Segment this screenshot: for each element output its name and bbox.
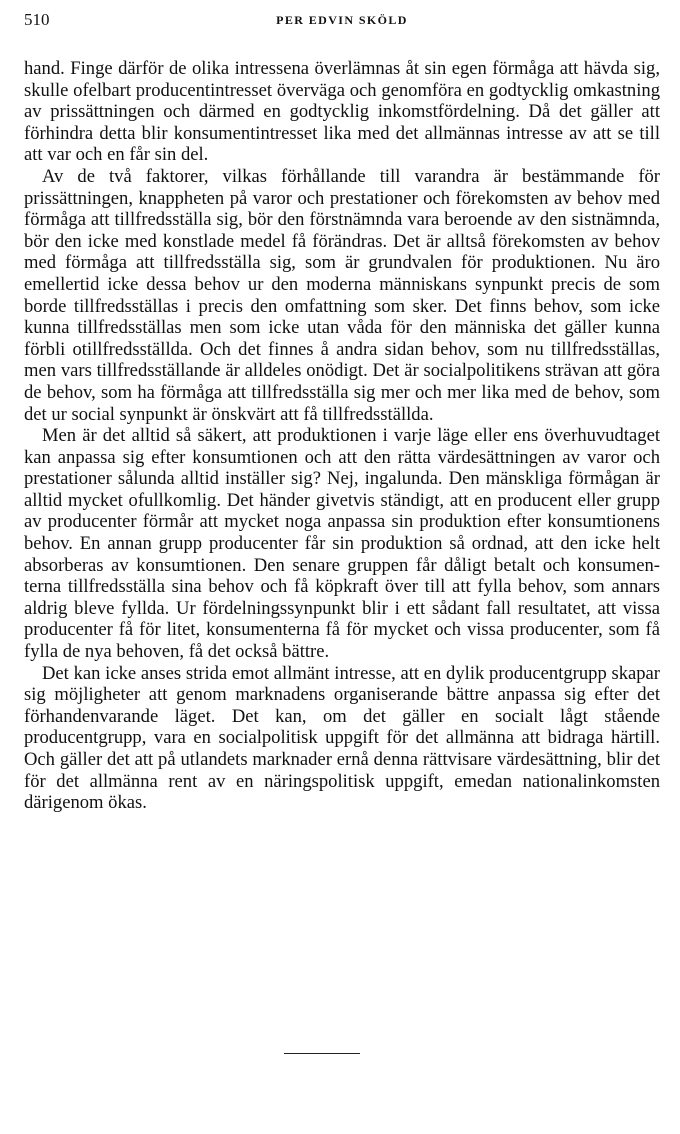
paragraph: Av de två faktorer, vilkas förhållande till varandra är bestämmande för prissättningen, knappheten på varor och prestationer och förekomsten av behov med förmåga att tillfredsställa sig, bör den förstnämnda vara beroende av den sistnämnda, bör den icke med konstlade medel få förändras. Det är alltså förekomsten av behov med förmåga att tillfredsställa sig, som är grundvalen för produktionen. Nu äro emellertid icke dessa behov ur den moderna människans synpunkt precis de som borde tillfredsställas i precis den omfattning som sker. Det finns behov, som icke kunna tillfredsställas men som icke utan våda för den människa det gäller kunna förbli otillfredsställda. Och det finnes å andra sidan behov, som nu tillfredsställas, men vars tillfredsställande är alldeles onödigt. Det är socialpolitikens strävan att göra de behov, som ha förmåga att tillfredsställa sig mer och mer lika med de behov, som det ur social synpunkt är önskvärt att få tillfredsställda. [24, 165, 660, 425]
body-text [24, 58, 660, 814]
book-page [24, 10, 660, 814]
paragraph: Men är det alltid så säkert, att produktionen i varje läge eller ens överhuvudtaget kan anpassa sig efter konsumtionen och att den rätta värdesättningen av varor och prestationer sålunda alltid inställer sig? Nej, ingalunda. Den mänskliga förmågan är alltid mycket ofullkomlig. Det händer givetvis ständigt, att en producent eller grupp av producenter förmår att mycket noga anpassa sin produktion efter konsumtionens behov. En annan grupp producenter får sin produktion så ordnad, att den icke helt absorberas av konsumtionen. Den senare gruppen får dåligt betalt och konsumenterna tillfredsställa sina behov och få köpkraft över till att fylla behov, som annars aldrig bleve fyllda. Ur fördelningssynpunkt blir i ett sådant fall resultatet, att vissa producenter få för litet, konsumenterna få för mycket och vissa producenter, som få fylla de nya behoven, få det också bättre. [24, 425, 660, 663]
page-number: 510 [24, 10, 50, 29]
running-title: PER EDVIN SKÖLD [276, 13, 408, 27]
page-header [24, 10, 660, 36]
section-end-rule [284, 1053, 360, 1054]
paragraph: Det kan icke anses strida emot allmänt intresse, att en dylik producentgrupp skapar sig möjligheter att genom marknadens organiserande bättre anpassa sig efter det förhandenvarande läget. Det kan, om det gäller en socialt lågt stående producentgrupp, vara en socialpolitisk uppgift för det allmänna att bidraga härtill. Och gäller det att på utlandets marknader ernå denna rättvisare värdesättning, blir det för det allmänna rent av en näringspolitisk uppgift, emedan nationalinkomsten därigenom ökas. [24, 662, 660, 814]
paragraph-continued: hand. Finge därför de olika intressena överlämnas åt sin egen förmåga att hävda sig, skulle ofelbart producentintresset överväga och genomföra en godtycklig omkastning av prissättningen och därmed en godtycklig inkomstfördelning. Då det gäller att förhindra detta blir konsumentintresset lika med det allmännas intresse av att se till att var och en får sin del. [24, 58, 660, 166]
